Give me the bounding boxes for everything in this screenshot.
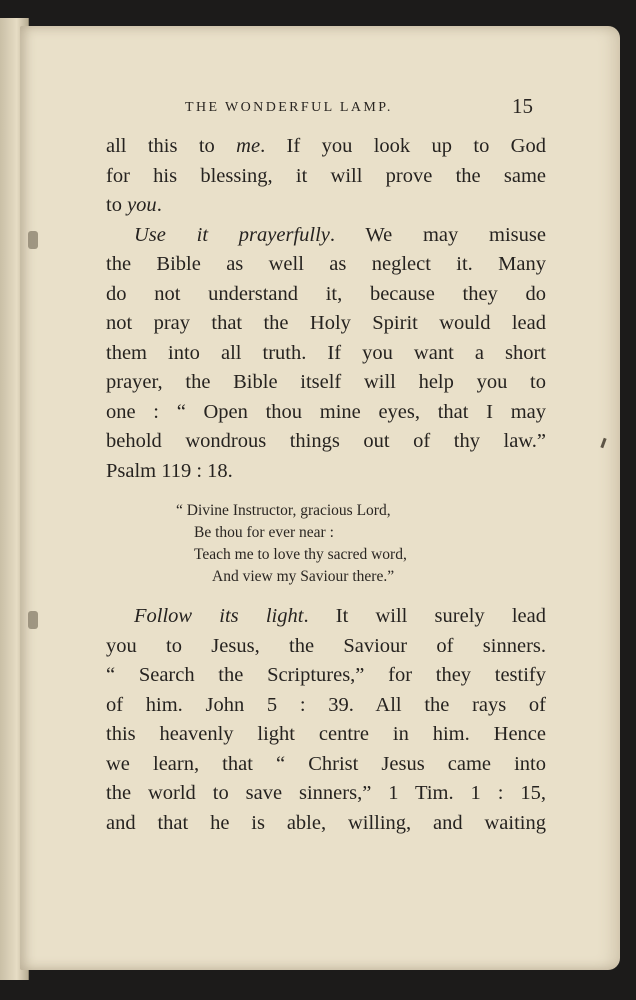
text-line: for his blessing, it will prove the same [106, 164, 546, 187]
text-line: do not understand it, because they do [106, 282, 546, 305]
text-line: of him. John 5 : 39. All the rays of [106, 693, 546, 716]
text-line: to you. [106, 194, 162, 216]
text-line: you to Jesus, the Saviour of sinners. [106, 634, 546, 657]
page-text [106, 132, 546, 838]
text-line: Follow its light. It will surely lead [134, 605, 546, 627]
verse-line: Teach me to love thy sacred word, [194, 546, 407, 563]
text-line: we learn, that “ Christ Jesus came into [106, 752, 546, 775]
text-line: and that he is able, willing, and waiting [106, 811, 546, 834]
paper-speck [600, 438, 606, 448]
gutter-binding-mark [28, 611, 38, 629]
text-line: not pray that the Holy Spirit would lead [106, 312, 546, 334]
text-line: one : “ Open thou mine eyes, that I may [106, 400, 546, 423]
verse-quote [176, 500, 466, 588]
text-line: this heavenly light centre in him. Hence [106, 723, 546, 745]
text-line: “ Search the Scriptures,” for they testify [106, 664, 546, 686]
text-line: all this to me. If you look up to God [106, 135, 546, 157]
running-head: THE WONDERFUL LAMP. [185, 100, 393, 115]
verse-line: And view my Saviour there.” [212, 568, 395, 585]
text-line: prayer, the Bible itself will help you to [106, 371, 546, 393]
text-line: behold wondrous things out of thy law.” [106, 430, 546, 452]
text-line: the Bible as well as neglect it. Many [106, 253, 546, 275]
verse-line: Be thou for ever near : [194, 524, 334, 541]
text-line: Use it prayerfully. We may misuse [134, 223, 546, 246]
text-line: Psalm 119 : 18. [106, 459, 233, 482]
page-number: 15 [512, 94, 533, 118]
verse-line: “ Divine Instructor, gracious Lord, [176, 502, 391, 519]
text-line: the world to save sinners,” 1 Tim. 1 : 15, [106, 782, 546, 804]
gutter-binding-mark [28, 231, 38, 249]
text-line: them into all truth. If you want a short [106, 341, 546, 364]
